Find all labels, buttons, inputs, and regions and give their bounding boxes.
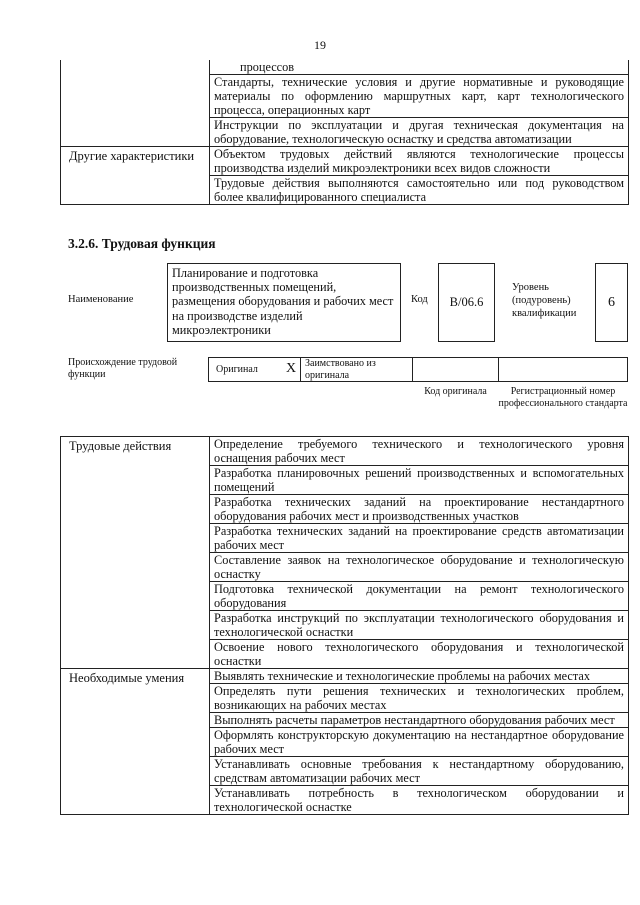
name-label: Наименование: [68, 294, 134, 305]
required-skill-item: Устанавливать потребность в технологическом оборудовании и технологической оснастке: [210, 786, 629, 815]
labor-action-item: Разработка инструкций по эксплуатации технологического оборудования и технологической оснастки: [210, 611, 629, 640]
origin-borrowed-label: Заимствовано из оригинала: [305, 358, 376, 381]
function-code-value: B/06.6: [438, 263, 495, 342]
labor-action-item: Разработка технических заданий на проектирование нестандартного оборудования рабочих мест и производственных участков: [210, 495, 629, 524]
labor-action-item: Освоение нового технологического оборудования и технологической оснастки: [210, 640, 629, 669]
labor-action-item: Разработка технических заданий на проектирование средств автоматизации рабочих мест: [210, 524, 629, 553]
origin-original-cell: [208, 357, 301, 382]
top-characteristics-table: [60, 60, 629, 205]
origin-code-cell: [412, 357, 499, 382]
other-characteristics-item-1: Трудовые действия выполняются самостоятельно или под руководством более квалифицированного специалиста: [210, 176, 629, 205]
required-skill-item: Выполнять расчеты параметров нестандартного оборудования рабочих мест: [210, 713, 629, 728]
labor-action-item: Подготовка технической документации на ремонт технологического оборудования: [210, 582, 629, 611]
section-title: 3.2.6. Трудовая функция: [68, 236, 216, 251]
continued-label-cell: [61, 60, 210, 147]
labor-actions-table: [60, 436, 629, 815]
origin-code-caption: Код оригинала: [424, 386, 487, 397]
code-label: Код: [411, 294, 428, 305]
labor-actions-label: Трудовые действия: [61, 437, 210, 669]
labor-action-item: Разработка планировочных решений производственных и вспомогательных помещений: [210, 466, 629, 495]
labor-action-item: Составление заявок на технологическое оборудование и технологическую оснастку: [210, 553, 629, 582]
origin-reg-number-cell: [498, 357, 628, 382]
required-skill-item: Выявлять технические и технологические проблемы на рабочих местах: [210, 669, 629, 684]
origin-row: [208, 357, 628, 382]
other-characteristics-label: Другие характеристики: [61, 147, 210, 205]
page-number: 19: [314, 38, 326, 52]
required-skill-item: Определять пути решения технических и технологических проблем, возникающих на рабочих местах: [210, 684, 629, 713]
continued-item-0: процессов: [210, 60, 629, 75]
continued-item-1: Стандарты, технические условия и другие нормативные и руководящие материалы по оформлению маршрутных карт, карт технологического процесса, операционных карт: [210, 75, 629, 118]
required-skill-item: Оформлять конструкторскую документацию на нестандартное оборудование рабочих мест: [210, 728, 629, 757]
origin-original-mark: X: [286, 361, 297, 376]
required-skill-item: Устанавливать основные требования к нестандартному оборудованию, средствам автоматизации рабочих мест: [210, 757, 629, 786]
qualification-level-value: 6: [595, 263, 628, 342]
origin-label: Происхождение трудовой функции: [68, 357, 178, 380]
origin-borrowed-cell: [300, 357, 413, 382]
function-name-value: Планирование и подготовка производственных помещений, размещения оборудования и рабочих мест на производстве изделий микроэлектроники: [167, 263, 401, 342]
origin-reg-caption: Регистрационный номер профессионального стандарта: [498, 386, 628, 409]
required-skills-label: Необходимые умения: [61, 669, 210, 815]
qualification-level-label: Уровень (подуровень) квалификации: [512, 282, 577, 319]
other-characteristics-item-0: Объектом трудовых действий являются технологические процессы производства изделий микроэлектроники всех видов сложности: [210, 147, 629, 176]
continued-item-2: Инструкции по эксплуатации и другая техническая документация на оборудование, технологическую оснастку и средства автоматизации: [210, 118, 629, 147]
labor-action-item: Определение требуемого технического и технологического уровня оснащения рабочих мест: [210, 437, 629, 466]
origin-original-label: Оригинал: [216, 364, 258, 375]
